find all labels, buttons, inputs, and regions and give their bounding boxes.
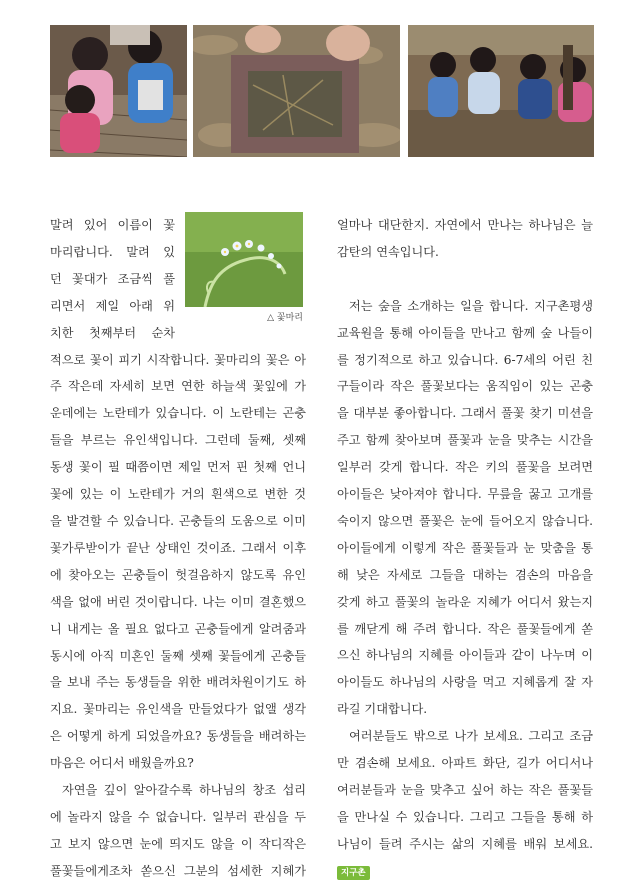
text-line: 은 어떻게 하게 되었을까요? 동생들을 배려하는: [50, 729, 306, 744]
text-line: 던 꽃대가 조금씩 풀: [50, 271, 175, 286]
text-line: 아이들에게 이렇게 작은 풀꽃들과 눈 맞춤을 통: [337, 540, 593, 555]
text-line: 을 대부분 좋아합니다. 그래서 풀꽃 찾기 미션을: [337, 406, 593, 421]
text-line: 구들이라 작은 풀꽃보다는 움직임이 있는 곤충: [337, 379, 593, 394]
wrapped-text-beside-figure: [50, 212, 306, 347]
text-line: 얼마나 대단한지. 자연에서 만나는 하나님은 늘: [337, 218, 593, 232]
text-line: 고 보지 않으면 눈에 띄지도 않을 이 작디작은: [50, 836, 306, 851]
text-line: 저는 숲을 소개하는 일을 합니다. 지구촌평생: [349, 298, 593, 313]
photo-paper-frame-on-forest-floor: [193, 25, 400, 157]
paragraph-gap: [337, 266, 593, 293]
text-line: 자연을 깊이 알아갈수록 하나님의 창조 섭리: [62, 783, 306, 798]
text-line: 을 보내 주는 동생들을 위한 배려차원이기도 하: [50, 675, 306, 690]
text-line: 색을 없애 버린 것이랍니다. 나는 이미 결혼했으: [50, 594, 306, 609]
text-line: 마리랍니다. 말려 있: [50, 244, 175, 259]
text-line: 에 놀라지 않을 수 없습니다. 일부러 관심을 두: [50, 809, 306, 824]
text-line: 니 내게는 올 필요 없다고 곤충들에게 알려줌과: [50, 621, 306, 636]
left-column: [50, 212, 306, 885]
text-line: 여러분들도 밖으로 나가 보세요. 그리고 조금: [349, 729, 593, 744]
text-line: 에 찾아오는 곤충들이 헛걸음하지 않도록 유인: [50, 567, 306, 582]
text-line: 만 겸손해 보세요. 아파트 화단, 길가 어디서나: [337, 756, 593, 771]
text-line: 풀꽃들에게조차 쏟으신 그분의 섬세한 지혜가: [50, 863, 306, 878]
text-line: 숙이지 않으면 풀꽃은 눈에 들어오지 않습니다.: [337, 513, 593, 528]
text-line: 리면서 제일 아래 위: [50, 298, 175, 313]
text-line: 라길 기대합니다.: [337, 702, 428, 717]
text-line: 를 정기적으로 하고 있습니다. 6-7세의 어린 친: [337, 352, 593, 367]
text-line: 갖게 하고 풀꽃의 놀라운 지혜가 어디서 왔는지: [337, 594, 593, 609]
text-line: 나님이 들려 주시는 삶의 지혜를 배워 보세요.: [337, 836, 593, 851]
text-line: 감탄의 연속입니다.: [337, 244, 439, 259]
text-line: 교육원을 통해 아이들을 만나고 함께 숲 나들이: [337, 325, 593, 340]
text-line: 운데에는 노란테가 있습니다. 이 노란테는 곤충: [50, 406, 306, 421]
text-line: 치한 첫째부터 순차: [50, 325, 175, 340]
text-line: 들을 부르는 유인색입니다. 그런데 둘째, 셋째: [50, 433, 306, 448]
text-line: 지요. 꽃마리는 유인색을 만들었다가 없앨 생각: [50, 702, 306, 717]
text-line: 일부러 갖게 합니다. 작은 키의 풀꽃을 보려면: [337, 460, 593, 475]
text-line: 주고 함께 찾아보며 풀꽃과 눈을 맞추는 시간을: [337, 433, 593, 448]
text-line: 으신 하나님의 지혜를 아이들과 같이 나누며 이: [337, 648, 593, 663]
fern-caption: △ 꽃마리: [267, 313, 303, 323]
photo-children-crouching-on-trail: [408, 25, 594, 157]
right-column: [337, 212, 593, 885]
photo-children-examining-ground: [50, 25, 187, 157]
text-line: 동생 꽃이 필 때쯤이면 제일 먼저 핀 첫째 언니: [50, 460, 306, 475]
text-line: 마음은 어디서 배웠을까요?: [50, 756, 194, 771]
text-line: 적으로 꽃이 피기 시작합니다. 꽃마리의 꽃은 아: [50, 352, 306, 367]
text-line: 을 발견할 수 있습니다. 곤충들의 도움으로 이미: [50, 513, 306, 528]
source-badge: 지구촌: [337, 866, 370, 880]
text-line: 말려 있어 이름이 꽃: [50, 218, 175, 232]
text-line: 을 만나실 수 있습니다. 그리고 그들을 통해 하: [337, 809, 593, 824]
text-line: 여러분들과 눈을 맞추고 싶어 하는 작은 풀꽃들: [337, 783, 593, 798]
text-line: 아이들은 낮아져야 합니다. 무릎을 꿇고 고개를: [337, 487, 593, 502]
text-line: 아이들도 하나님의 사랑을 먹고 지혜롭게 잘 자: [337, 675, 593, 690]
text-line: 꽃에 있는 이 노란테가 거의 흰색으로 변한 것: [50, 487, 306, 502]
text-line: 꽃가루받이가 끝난 상태인 것이죠. 그래서 이후: [50, 540, 306, 555]
text-line: 동시에 아직 미혼인 둘째 셋째 꽃들에게 곤충들: [50, 648, 306, 663]
text-line: 를 깨닫게 해 주려 합니다. 작은 풀꽃들에게 쏟: [337, 621, 593, 636]
text-line: 해 낮은 자세로 그들을 대하는 겸손의 마음을: [337, 567, 593, 582]
text-line: 주 작은데 자세히 보면 연한 하늘색 꽃잎에 가: [50, 379, 306, 394]
